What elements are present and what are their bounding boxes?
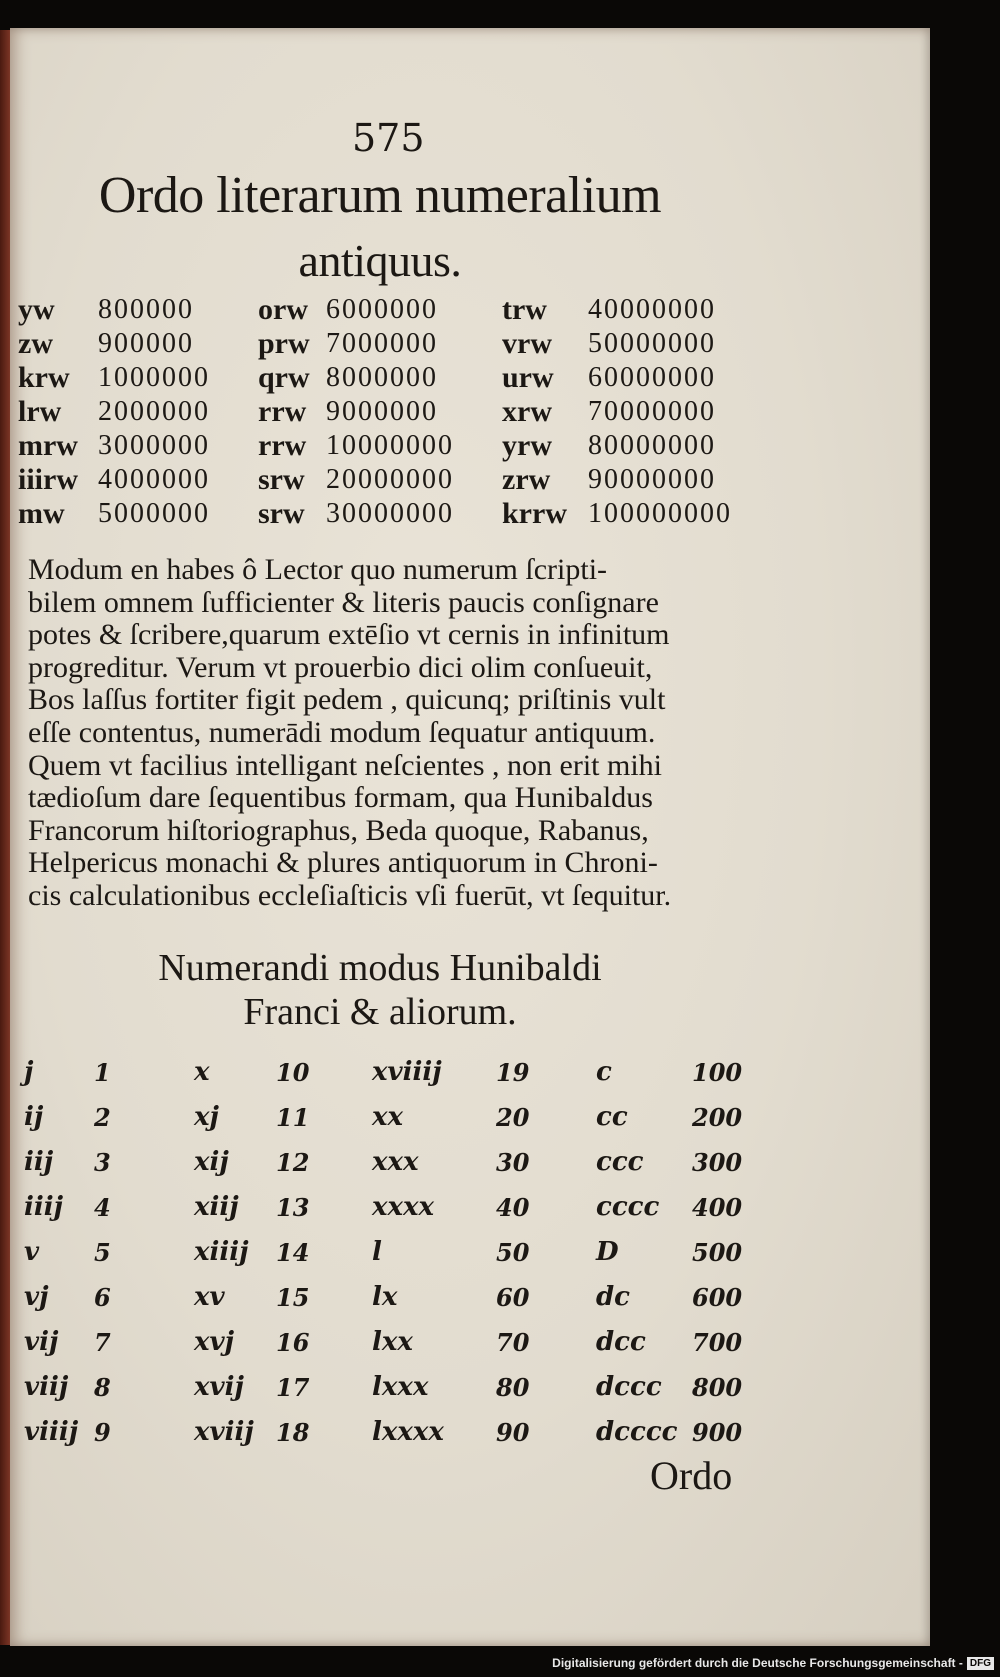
numeral-symbol: srw xyxy=(258,463,305,496)
arabic-number: 60 xyxy=(496,1283,530,1312)
arabic-number: 10 xyxy=(276,1058,310,1087)
numeral-value: 100000000 xyxy=(588,498,732,529)
roman-numeral: iij xyxy=(24,1147,54,1177)
arabic-number: 15 xyxy=(276,1283,310,1312)
arabic-number: 30 xyxy=(496,1148,530,1177)
arabic-number: 2 xyxy=(94,1103,111,1132)
numeral-value: 4000000 xyxy=(98,464,210,495)
paragraph-line: Quem vt facilius intelligant neſcientes , non erit mihi xyxy=(28,748,663,782)
roman-numeral: xiiij xyxy=(194,1237,249,1267)
book-page xyxy=(10,28,930,1646)
numeral-value: 30000000 xyxy=(326,498,454,529)
numeral-symbol: lrw xyxy=(18,395,62,428)
numeral-value: 2000000 xyxy=(98,396,210,427)
roman-numeral: cc xyxy=(596,1102,628,1132)
numeral-symbol: krw xyxy=(18,361,70,394)
credit-text: Digitalisierung gefördert durch die Deutsche Forschungsgemeinschaft - xyxy=(552,1656,963,1670)
paragraph-line: Bos laſſus fortiter figit pedem , quicunq; priſtinis vult xyxy=(28,683,666,717)
roman-numeral: xj xyxy=(194,1102,219,1132)
arabic-number: 600 xyxy=(692,1283,743,1312)
numeral-value: 60000000 xyxy=(588,362,716,393)
roman-numeral: vij xyxy=(24,1327,59,1357)
numeral-symbol: yrw xyxy=(502,429,552,462)
arabic-number: 18 xyxy=(276,1418,310,1447)
arabic-number: 80 xyxy=(496,1373,530,1402)
numeral-value: 40000000 xyxy=(588,294,716,325)
arabic-number: 11 xyxy=(276,1103,310,1132)
numeral-value: 50000000 xyxy=(588,328,716,359)
roman-numeral: lx xyxy=(372,1282,398,1312)
numeral-symbol: iiirw xyxy=(18,463,78,496)
roman-numeral: dccc xyxy=(596,1372,662,1402)
section-title-line-2: Franci & aliorum. xyxy=(243,991,517,1033)
numeral-symbol: zw xyxy=(18,327,53,360)
numeral-symbol: srw xyxy=(258,497,305,530)
roman-numeral: cccc xyxy=(596,1192,660,1222)
roman-numeral: xxxx xyxy=(372,1192,435,1222)
arabic-number: 3 xyxy=(94,1148,111,1177)
numeral-value: 3000000 xyxy=(98,430,210,461)
arabic-number: 14 xyxy=(276,1238,310,1267)
numeral-value: 7000000 xyxy=(326,328,438,359)
arabic-number: 17 xyxy=(276,1373,310,1402)
numeral-value: 90000000 xyxy=(588,464,716,495)
roman-numeral: j xyxy=(24,1057,34,1087)
paragraph-line: cis calculationibus eccleſiaſticis vſi fuerūt, vt ſequitur. xyxy=(28,878,672,912)
numeral-symbol: rrw xyxy=(258,395,307,428)
numeral-symbol: orw xyxy=(258,293,308,326)
numeral-value: 20000000 xyxy=(326,464,454,495)
arabic-number: 7 xyxy=(94,1328,111,1357)
numeral-symbol: mw xyxy=(18,497,65,530)
arabic-number: 4 xyxy=(94,1193,111,1222)
roman-numeral: l xyxy=(372,1237,382,1267)
arabic-number: 40 xyxy=(496,1193,530,1222)
numeral-value: 900000 xyxy=(98,328,194,359)
arabic-number: 100 xyxy=(692,1058,743,1087)
arabic-number: 19 xyxy=(496,1058,530,1087)
arabic-number: 8 xyxy=(94,1373,111,1402)
numeral-value: 70000000 xyxy=(588,396,716,427)
arabic-number: 1 xyxy=(94,1058,111,1087)
roman-numeral: xv xyxy=(194,1282,225,1312)
arabic-number: 16 xyxy=(276,1328,310,1357)
roman-numeral-table xyxy=(24,1050,784,1455)
arabic-number: 200 xyxy=(692,1103,743,1132)
roman-numeral: xiij xyxy=(194,1192,239,1222)
arabic-number: 400 xyxy=(692,1193,743,1222)
roman-numeral: xvj xyxy=(194,1327,235,1357)
arabic-number: 5 xyxy=(94,1238,111,1267)
numeral-symbol: rrw xyxy=(258,429,307,462)
roman-numeral: dc xyxy=(596,1282,631,1312)
numeral-symbol: zrw xyxy=(502,463,551,496)
roman-numeral: lxxxx xyxy=(372,1417,444,1447)
paragraph-line: progreditur. Verum vt prouerbio dici olim conſueuit, xyxy=(28,650,653,684)
roman-numeral: v xyxy=(24,1237,40,1267)
roman-numeral: D xyxy=(596,1237,619,1267)
arabic-number: 20 xyxy=(496,1103,530,1132)
roman-numeral: viiij xyxy=(24,1417,79,1447)
arabic-number: 12 xyxy=(276,1148,310,1177)
numeral-symbol: yw xyxy=(18,293,55,326)
section-title-line-1: Numerandi modus Hunibaldi xyxy=(158,947,602,989)
arabic-number: 9 xyxy=(94,1418,111,1447)
arabic-number: 70 xyxy=(496,1328,530,1357)
numeral-symbol: mrw xyxy=(18,429,78,462)
numeral-symbol: vrw xyxy=(502,327,552,360)
numeral-symbol: trw xyxy=(502,293,547,326)
roman-numeral: iiij xyxy=(24,1192,64,1222)
numeral-value: 1000000 xyxy=(98,362,210,393)
numeral-value: 6000000 xyxy=(326,294,438,325)
digitization-credit xyxy=(552,1651,994,1675)
roman-numeral: x xyxy=(194,1057,210,1087)
numeral-value: 10000000 xyxy=(326,430,454,461)
roman-numeral: lxxx xyxy=(372,1372,429,1402)
arabic-number: 900 xyxy=(692,1418,743,1447)
arabic-number: 90 xyxy=(496,1418,530,1447)
roman-numeral: xij xyxy=(194,1147,229,1177)
paragraph-line: eſſe contentus, numerādi modum ſequatur antiquum. xyxy=(28,715,656,749)
page-title-line-1: Ordo literarum numeralium xyxy=(98,167,662,224)
arabic-number: 6 xyxy=(94,1283,111,1312)
paragraph-line: bilem omnem ſufficienter & literis paucis conſignare xyxy=(28,585,659,619)
roman-numeral: xx xyxy=(372,1102,404,1132)
roman-numeral: dcc xyxy=(596,1327,646,1357)
numeral-value: 80000000 xyxy=(588,430,716,461)
roman-numeral: dcccc xyxy=(596,1417,678,1447)
page-number: 575 xyxy=(352,116,425,160)
numeral-value: 8000000 xyxy=(326,362,438,393)
numeral-symbol: xrw xyxy=(502,395,552,428)
roman-numeral: ccc xyxy=(596,1147,644,1177)
numeral-value: 800000 xyxy=(98,294,194,325)
numeral-value: 5000000 xyxy=(98,498,210,529)
page-title-line-2: antiquus. xyxy=(298,235,462,286)
paragraph-line: Helpericus monachi & plures antiquorum in Chroni- xyxy=(28,846,658,880)
roman-numeral: xxx xyxy=(372,1147,419,1177)
roman-numeral: xviiij xyxy=(372,1057,442,1087)
numeral-symbol: qrw xyxy=(258,361,310,394)
paragraph-line: Francorum hiſtoriographus, Beda quoque, Rabanus, xyxy=(28,813,649,847)
catchword: Ordo xyxy=(650,1453,733,1498)
roman-numeral: viij xyxy=(24,1372,69,1402)
arabic-number: 700 xyxy=(692,1328,743,1357)
body-paragraph xyxy=(28,554,788,913)
paragraph-line: Modum en habes ô Lector quo numerum ſcripti- xyxy=(28,553,608,586)
roman-numeral: vj xyxy=(24,1282,49,1312)
roman-numeral: ij xyxy=(24,1102,44,1132)
numeral-symbol: urw xyxy=(502,361,554,394)
numeral-letter-table xyxy=(18,293,778,531)
arabic-number: 800 xyxy=(692,1373,743,1402)
arabic-number: 50 xyxy=(496,1238,530,1267)
roman-numeral: lxx xyxy=(372,1327,413,1357)
roman-numeral: c xyxy=(596,1057,612,1087)
arabic-number: 500 xyxy=(692,1238,743,1267)
numeral-symbol: prw xyxy=(258,327,310,360)
dfg-logo: DFG xyxy=(967,1657,994,1670)
paragraph-line: tædioſum dare ſequentibus formam, qua Hunibaldus xyxy=(28,781,653,815)
paragraph-line: potes & ſcribere,quarum extēſio vt cernis in infinitum xyxy=(28,618,670,652)
arabic-number: 13 xyxy=(276,1193,310,1222)
roman-numeral: xviij xyxy=(194,1417,254,1447)
arabic-number: 300 xyxy=(692,1148,743,1177)
numeral-value: 9000000 xyxy=(326,396,438,427)
roman-numeral: xvij xyxy=(194,1372,244,1402)
numeral-symbol: krrw xyxy=(502,497,567,530)
